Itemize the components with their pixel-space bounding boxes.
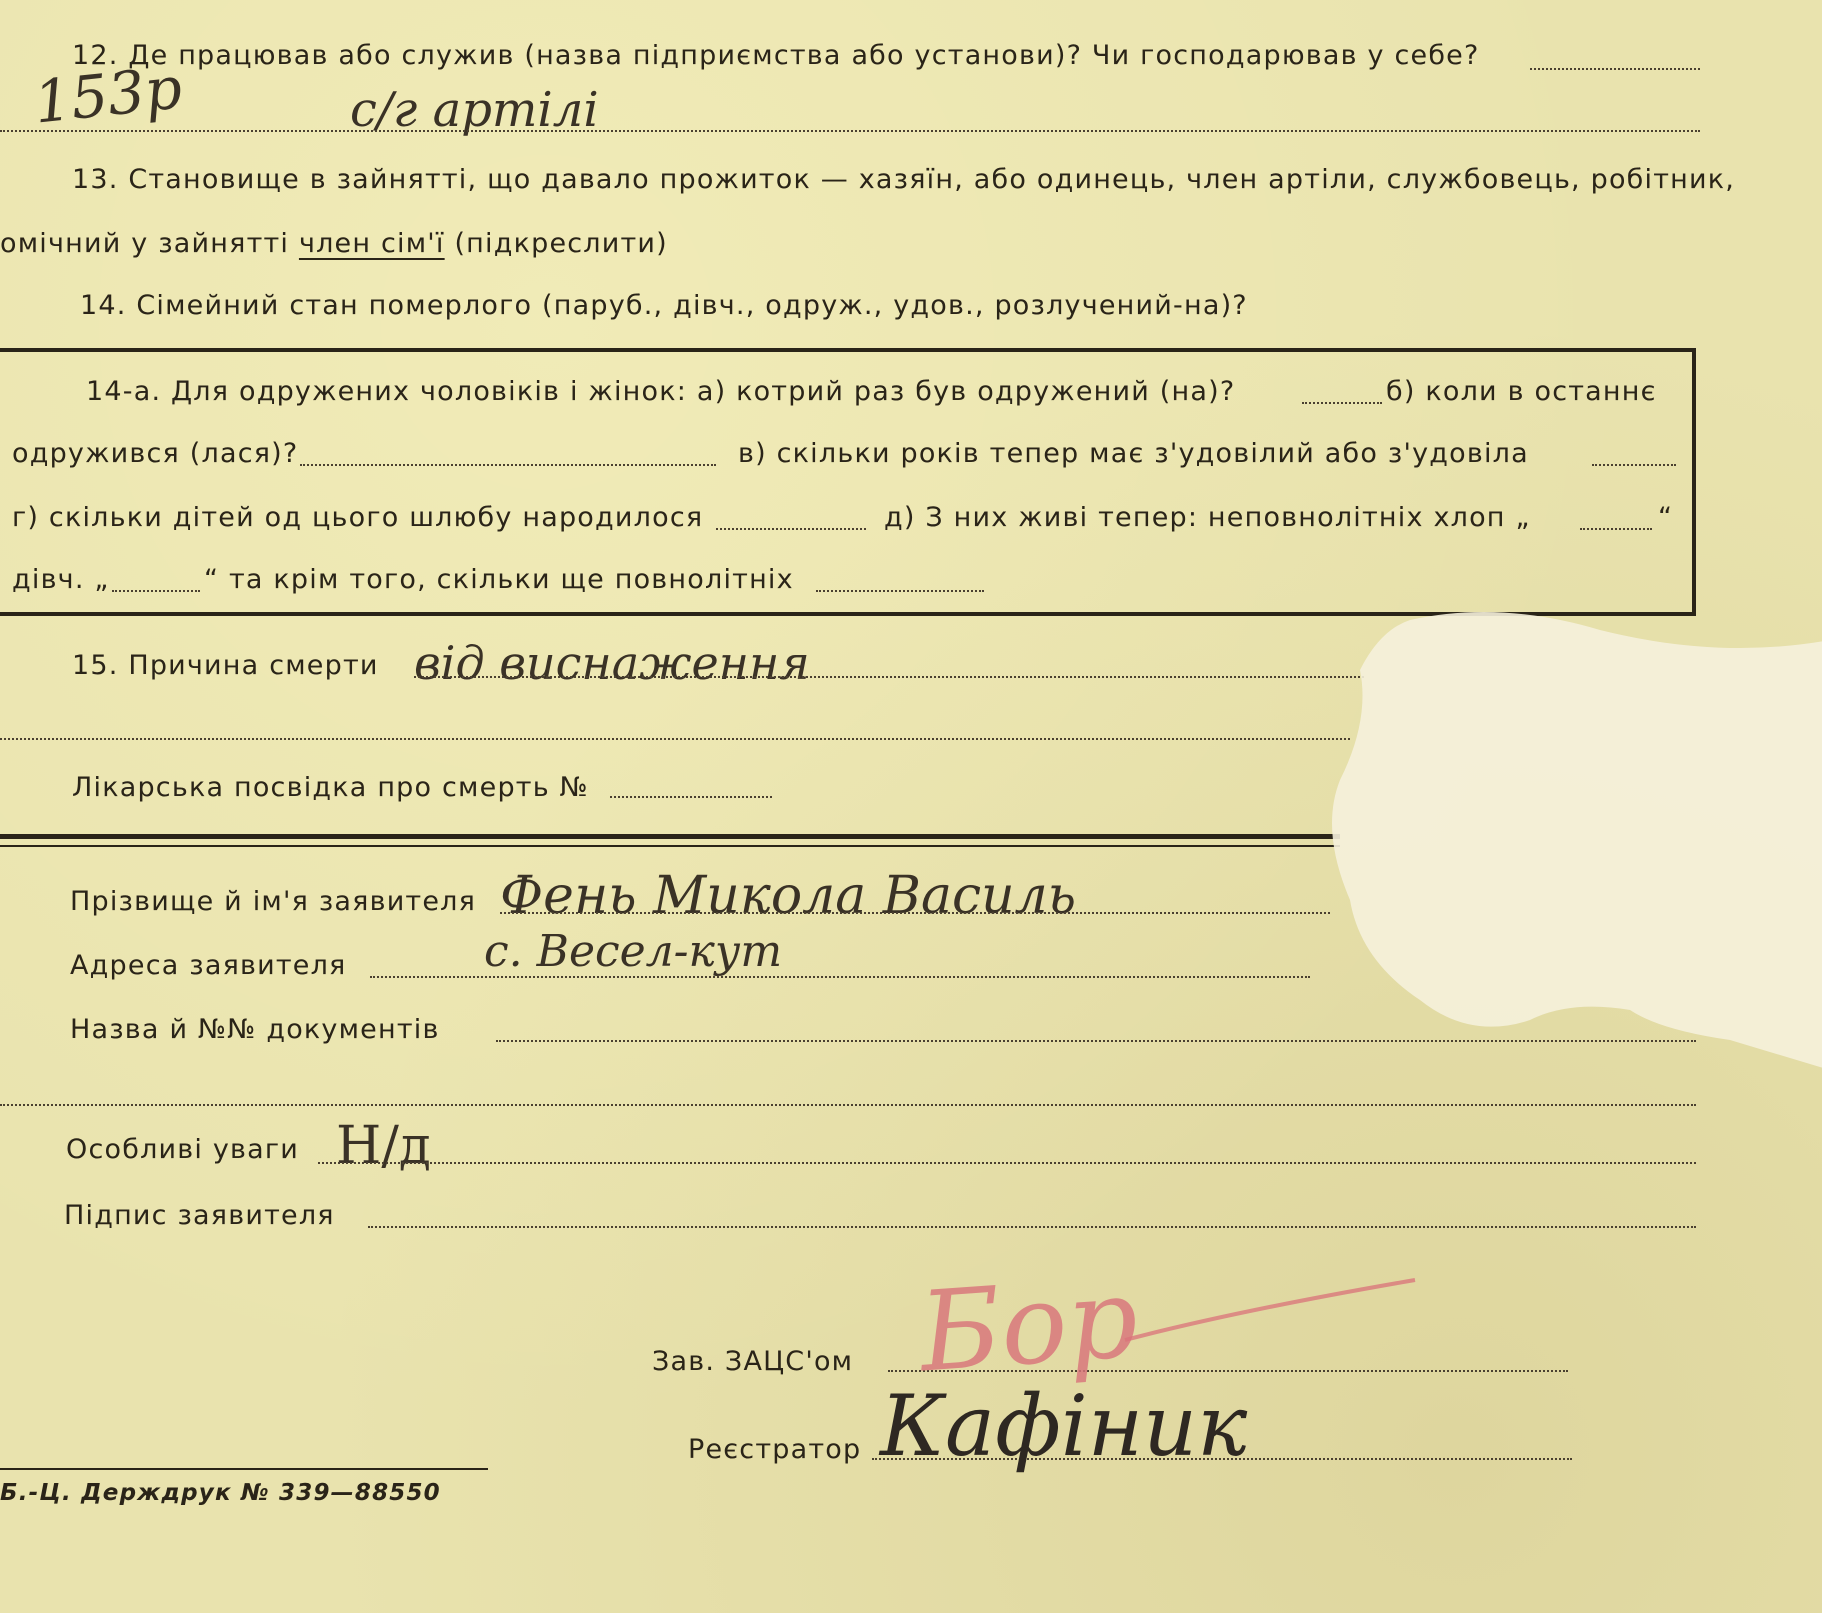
q15-dotline bbox=[414, 676, 1364, 678]
applicant-signature-dotline bbox=[368, 1226, 1696, 1228]
q15-dotline2 bbox=[0, 738, 1350, 740]
q12-label: 12. Де працював або служив (назва підприємства або установи)? Чи господарював у себе? bbox=[72, 40, 1480, 71]
applicant-address-value: с. Весел-кут bbox=[484, 926, 783, 977]
q14a-line2b: в) скільки років тепер має з'удовілий або з'удовіла bbox=[738, 438, 1529, 469]
q14a-line2a: одружився (лася)? bbox=[12, 438, 299, 469]
q14a-line3c: “ bbox=[1658, 502, 1674, 533]
q12-answer: с/г артілі bbox=[350, 82, 599, 138]
q14a-dot1 bbox=[1302, 402, 1382, 404]
registrar-signature: Кафіник bbox=[880, 1377, 1248, 1475]
applicant-docs-label: Назва й №№ документів bbox=[70, 1014, 440, 1045]
medical-label: Лікарська посвідка про смерть № bbox=[72, 772, 589, 803]
q14a-line3a: г) скільки дітей од цього шлюбу народилося bbox=[12, 502, 704, 533]
q15-answer: від виснаження bbox=[414, 636, 810, 690]
q14a-line1a: 14-а. Для одружених чоловіків і жінок: а) котрий раз був одружений (на)? bbox=[86, 376, 1236, 407]
q13-line2-suffix: (підкреслити) bbox=[454, 228, 668, 259]
applicant-docs-dotline2 bbox=[0, 1104, 1696, 1106]
q14a-line1b: б) коли в останнє bbox=[1386, 376, 1657, 407]
divider-rule-2 bbox=[0, 845, 1340, 847]
footer-rule bbox=[0, 1468, 488, 1470]
notes-label: Особливі уваги bbox=[66, 1134, 300, 1165]
footer-printer: Б.-Ц. Держдрук № 339—88550 bbox=[0, 1480, 441, 1506]
applicant-address-label: Адреса заявителя bbox=[70, 950, 347, 981]
notes-value: Н/д bbox=[336, 1116, 431, 1176]
q14a-dot3 bbox=[1592, 464, 1676, 466]
q13-label: 13. Становище в зайнятті, що давало прожиток — хазяїн, або одинець, член артіли, службовець, робітник, bbox=[72, 164, 1736, 195]
q14a-dot5 bbox=[1580, 528, 1652, 530]
q14a-line4b: “ та крім того, скільки ще повнолітніх bbox=[204, 564, 794, 595]
applicant-name-dotline bbox=[500, 912, 1330, 914]
q12-margin-note: 153р bbox=[30, 53, 185, 137]
medical-dotline bbox=[610, 796, 772, 798]
q14a-dot2 bbox=[300, 464, 716, 466]
divider-rule-1 bbox=[0, 834, 1340, 839]
notes-dotline bbox=[318, 1162, 1696, 1164]
applicant-address-dotline bbox=[370, 976, 1310, 978]
applicant-name-value: Фень Микола Василь bbox=[500, 866, 1077, 926]
q13-line2 bbox=[0, 230, 668, 257]
q12-dotline bbox=[1530, 68, 1700, 70]
q14-label: 14. Сімейний стан померлого (паруб., дівч., одруж., удов., розлучений-на)? bbox=[80, 290, 1248, 321]
applicant-signature-label: Підпис заявителя bbox=[64, 1200, 335, 1231]
q13-line2-prefix: омічний у зайнятті bbox=[0, 228, 290, 259]
registrar-label: Реєстратор bbox=[688, 1434, 862, 1465]
q14a-dot7 bbox=[816, 590, 984, 592]
red-pencil-mark: Бор bbox=[915, 1253, 1142, 1397]
q14a-dot6 bbox=[112, 590, 200, 592]
q14a-dot4 bbox=[716, 528, 866, 530]
q14a-line4a: дівч. „ bbox=[12, 564, 110, 595]
applicant-name-label: Прізвище й ім'я заявителя bbox=[70, 886, 477, 917]
q14a-line3b: д) З них живі тепер: неповнолітніх хлоп „ bbox=[884, 502, 1531, 533]
q15-label: 15. Причина смерти bbox=[72, 650, 379, 681]
red-pencil-stroke bbox=[1120, 1270, 1420, 1350]
head-label: Зав. ЗАЦС'ом bbox=[652, 1346, 854, 1377]
q12-answer-line bbox=[0, 130, 1700, 132]
torn-paper-area bbox=[1300, 600, 1822, 1070]
q13-underlined-option: член сім'ї bbox=[298, 228, 445, 259]
